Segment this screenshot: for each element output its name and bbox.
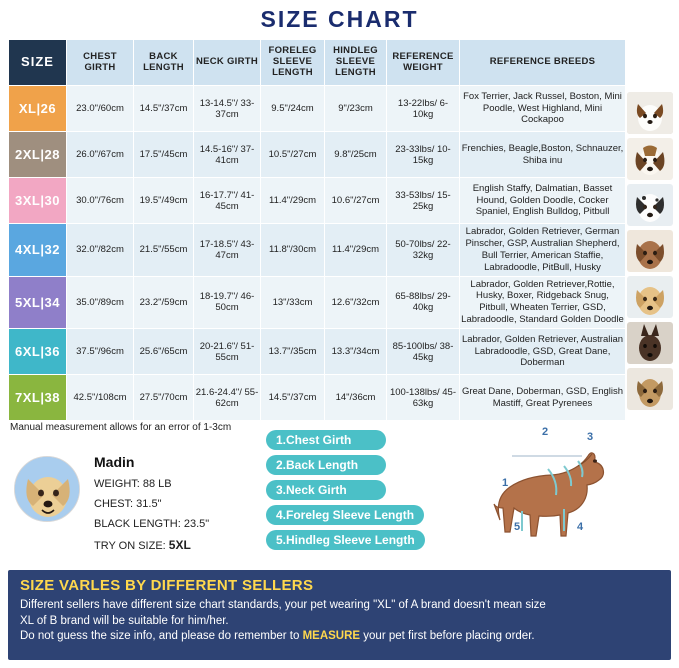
cell-weight: 50-70lbs/ 22-32kg [387, 224, 460, 277]
diagram-marker-4: 4 [577, 521, 584, 533]
doberman-icon [627, 322, 673, 364]
column-header-hindleg-sleeve-length: HINDLEG SLEEVE LENGTH [325, 40, 387, 86]
cell-neck: 14.5-16"/ 37-41cm [194, 132, 261, 178]
cell-neck: 21.6-24.4"/ 55-62cm [194, 375, 261, 421]
column-header-reference-breeds: REFERENCE BREEDS [460, 40, 626, 86]
banner-measure-highlight: MEASURE [302, 630, 361, 643]
measurement-legend [266, 430, 456, 555]
cell-back: 17.5"/45cm [134, 132, 194, 178]
cell-size: 7XL|38 [9, 375, 67, 421]
cell-chest: 32.0"/82cm [67, 224, 134, 277]
column-header-size: SIZE [9, 40, 67, 86]
cell-back: 23.2"/59cm [134, 276, 194, 329]
cell-neck: 18-19.7"/ 46-50cm [194, 276, 261, 329]
table-row [9, 132, 626, 178]
cell-breeds: Labrador, Golden Retriever, German Pinscher, GSP, Australian Shepherd, Bull Terrier, American Staffie, Labradoodle, PitBull, Husky [460, 224, 626, 277]
cell-hindleg: 10.6"/27cm [325, 178, 387, 224]
column-header-foreleg-sleeve-length: FORELEG SLEEVE LENGTH [261, 40, 325, 86]
dalmatian-icon [627, 184, 673, 226]
cell-back: 21.5"/55cm [134, 224, 194, 277]
cell-size: 6XL|36 [9, 329, 67, 375]
cell-hindleg: 13.3"/34cm [325, 329, 387, 375]
dog-photo-golden-retriever [627, 276, 673, 318]
table-header-row [9, 40, 626, 86]
dog-photo-dalmatian [627, 184, 673, 226]
cell-chest: 42.5"/108cm [67, 375, 134, 421]
diagram-marker-5: 5 [514, 521, 521, 533]
table-header [9, 40, 626, 86]
column-header-neck-girth: NECK GIRTH [194, 40, 261, 86]
banner-line-1: Different sellers have different size chart standards, your pet wearing "XL" of A brand doesn't mean size [20, 599, 546, 611]
cell-breeds: Labrador, Golden Retriever, Australian Labradoodle, GSD, Great Dane, Doberman [460, 329, 626, 375]
cell-foreleg: 13.7"/35cm [261, 329, 325, 375]
size-chart-table [8, 39, 626, 421]
legend-item-foreleg-sleeve-length: 4.Foreleg Sleeve Length [266, 505, 424, 525]
pet-chest: CHEST: 31.5" [94, 498, 162, 510]
cell-chest: 23.0"/60cm [67, 86, 134, 132]
pet-black-length: BLACK LENGTH: 23.5" [94, 518, 210, 530]
cell-hindleg: 9"/23cm [325, 86, 387, 132]
dog-photo-doberman [627, 322, 673, 364]
cell-foreleg: 11.8"/30cm [261, 224, 325, 277]
try-on-size-label: TRY ON SIZE: [94, 540, 166, 552]
cell-size: 2XL|28 [9, 132, 67, 178]
table-row [9, 329, 626, 375]
cell-breeds: Frenchies, Beagle,Boston, Schnauzer, Shiba inu [460, 132, 626, 178]
cell-neck: 17-18.5"/ 43-47cm [194, 224, 261, 277]
great-dane-icon [627, 368, 673, 410]
banner-line-3-pre: Do not guess the size info, and please do remember to [20, 630, 303, 643]
column-header-chest-girth: CHEST GIRTH [67, 40, 134, 86]
cell-foreleg: 11.4"/29cm [261, 178, 325, 224]
cell-hindleg: 14"/36cm [325, 375, 387, 421]
banner-heading: SIZE VARLES BY DIFFERENT SELLERS [20, 577, 314, 594]
size-varies-banner [8, 570, 671, 660]
diagram-marker-1: 1 [502, 477, 509, 489]
cell-weight: 13-22lbs/ 6-10kg [387, 86, 460, 132]
brown-retriever-icon [627, 230, 673, 272]
banner-line-3 [20, 629, 659, 645]
try-on-size-value: 5XL [168, 538, 191, 552]
legend-item-neck-girth: 3.Neck Girth [266, 480, 386, 500]
measurement-note: Manual measurement allows for an error of 1-3cm [10, 422, 232, 433]
golden-retriever-icon [627, 276, 673, 318]
cell-hindleg: 11.4"/29cm [325, 224, 387, 277]
legend-item-hindleg-sleeve-length: 5.Hindleg Sleeve Length [266, 530, 425, 550]
column-header-back-length: BACK LENGTH [134, 40, 194, 86]
dog-photo-great-dane [627, 368, 673, 410]
pet-weight: WEIGHT: 88 LB [94, 478, 172, 490]
dog-photo-brown-retriever [627, 230, 673, 272]
table-body [9, 86, 626, 421]
cell-chest: 37.5"/96cm [67, 329, 134, 375]
cell-back: 25.6"/65cm [134, 329, 194, 375]
table-row [9, 86, 626, 132]
cell-chest: 35.0"/89cm [67, 276, 134, 329]
cell-breeds: Fox Terrier, Jack Russel, Boston, Mini Poodle, West Highland, Mini Cockapoo [460, 86, 626, 132]
diagram-marker-2: 2 [542, 426, 549, 438]
table-row [9, 224, 626, 277]
cell-weight: 33-53lbs/ 15-25kg [387, 178, 460, 224]
cell-weight: 85-100lbs/ 38-45kg [387, 329, 460, 375]
cell-size: 3XL|30 [9, 178, 67, 224]
cell-hindleg: 9.8"/25cm [325, 132, 387, 178]
banner-line-2: XL of B brand will be suitable for him/her. [20, 614, 229, 627]
page-title: SIZE CHART [260, 6, 419, 32]
cell-breeds: Labrador, Golden Retriever,Rottie, Husky, Boxer, Ridgeback Snug, Pitbull, Wheaten Terrier, GSD, Labradoodle, Standard Golden Doodle [460, 276, 626, 329]
cell-neck: 13-14.5"/ 33-37cm [194, 86, 261, 132]
cell-breeds: English Staffy, Dalmatian, Basset Hound, Golden Doodle, Cocker Spaniel, English Bulldog, Pitbull [460, 178, 626, 224]
cell-breeds: Great Dane, Doberman, GSD, English Mastiff, Great Pyrenees [460, 375, 626, 421]
beagle-icon [627, 138, 673, 180]
column-header-reference-weight: REFERENCE WEIGHT [387, 40, 460, 86]
dog-outline-illustration [452, 425, 672, 570]
table-row [9, 375, 626, 421]
cell-weight: 23-33lbs/ 10-15kg [387, 132, 460, 178]
avatar [14, 456, 80, 522]
cell-foreleg: 9.5"/24cm [261, 86, 325, 132]
cell-size: XL|26 [9, 86, 67, 132]
pet-name: Madin [94, 454, 135, 470]
avatar-dog-icon [15, 457, 80, 522]
pet-try-on-size [94, 538, 191, 552]
diagram-marker-3: 3 [587, 431, 594, 443]
cell-hindleg: 12.6"/32cm [325, 276, 387, 329]
banner-line-3-post: your pet first before placing order. [360, 630, 535, 643]
dog-photo-jack-russell-terrier [627, 92, 673, 134]
legend-item-chest-girth: 1.Chest Girth [266, 430, 386, 450]
cell-back: 27.5"/70cm [134, 375, 194, 421]
table-row [9, 178, 626, 224]
cell-chest: 30.0"/76cm [67, 178, 134, 224]
cell-foreleg: 14.5"/37cm [261, 375, 325, 421]
cell-neck: 16-17.7"/ 41-45cm [194, 178, 261, 224]
dog-photo-beagle [627, 138, 673, 180]
jack-russell-icon [627, 92, 673, 134]
cell-chest: 26.0"/67cm [67, 132, 134, 178]
cell-back: 14.5"/37cm [134, 86, 194, 132]
cell-weight: 65-88lbs/ 29-40kg [387, 276, 460, 329]
cell-foreleg: 13"/33cm [261, 276, 325, 329]
legend-item-back-length: 2.Back Length [266, 455, 386, 475]
cell-neck: 20-21.6"/ 51-55cm [194, 329, 261, 375]
cell-foreleg: 10.5"/27cm [261, 132, 325, 178]
cell-size: 5XL|34 [9, 276, 67, 329]
table-row [9, 276, 626, 329]
cell-weight: 100-138lbs/ 45-63kg [387, 375, 460, 421]
cell-back: 19.5"/49cm [134, 178, 194, 224]
cell-size: 4XL|32 [9, 224, 67, 277]
dog-measurement-diagram [452, 425, 672, 570]
